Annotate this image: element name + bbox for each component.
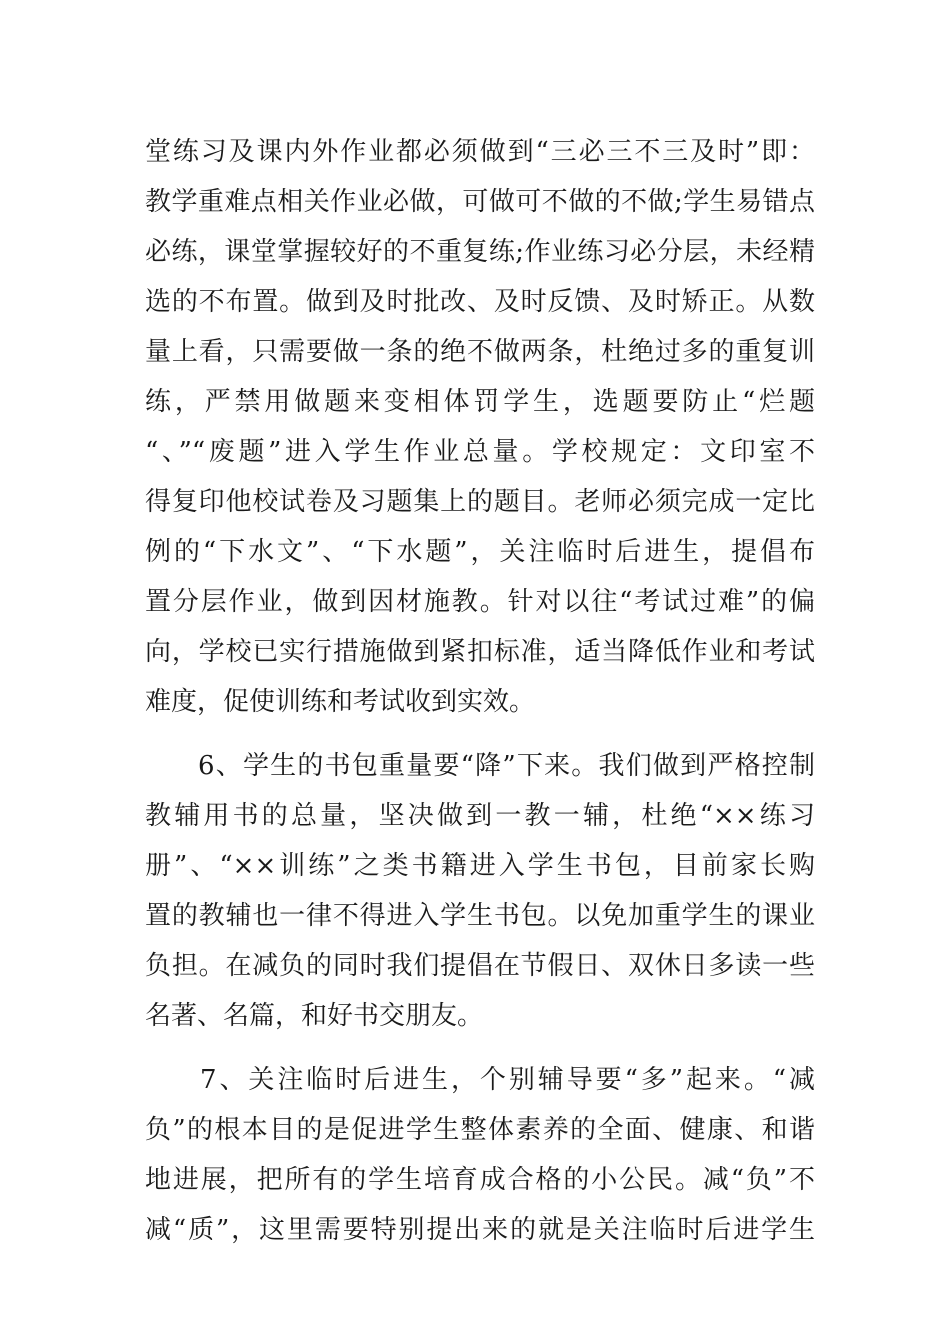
text-line: 选的不布置。做到及时批改、及时反馈、及时矫正。从数 xyxy=(145,287,815,317)
text-line: 堂练习及课内外作业都必须做到“三必三不三及时”即： xyxy=(145,137,815,167)
text-line: 向，学校已实行措施做到紧扣标准，适当降低作业和考试 xyxy=(145,637,815,667)
text-line: 教辅用书的总量，坚决做到一教一辅，杜绝“××练习 xyxy=(145,801,815,831)
text-line: 置的教辅也一律不得进入学生书包。以免加重学生的课业 xyxy=(145,901,815,931)
paragraph-7-first-line: 7、关注临时后进生，个别辅导要“多”起来。“减 xyxy=(200,1065,815,1095)
text-line: 地进展，把所有的学生培育成合格的小公民。减“负”不 xyxy=(145,1165,815,1195)
text-line: 册”、“××训练”之类书籍进入学生书包，目前家长购 xyxy=(145,851,815,881)
text-line: 减“质”，这里需要特别提出来的就是关注临时后进学生 xyxy=(145,1215,815,1245)
text-line: “、”“废题”进入学生作业总量。学校规定：文印室不 xyxy=(145,437,815,467)
text-line: 负”的根本目的是促进学生整体素养的全面、健康、和谐 xyxy=(145,1115,815,1145)
text-line: 名著、名篇，和好书交朋友。 xyxy=(145,1001,484,1031)
text-line: 难度，促使训练和考试收到实效。 xyxy=(145,687,536,717)
text-line: 教学重难点相关作业必做，可做可不做的不做;学生易错点 xyxy=(145,187,815,217)
text-line: 必练，课堂掌握较好的不重复练;作业练习必分层，未经精 xyxy=(145,237,815,267)
text-line: 置分层作业，做到因材施教。针对以往“考试过难”的偏 xyxy=(145,587,815,617)
text-line: 量上看，只需要做一条的绝不做两条，杜绝过多的重复训 xyxy=(145,337,815,367)
text-line: 得复印他校试卷及习题集上的题目。老师必须完成一定比 xyxy=(145,487,815,517)
text-line: 练，严禁用做题来变相体罚学生，选题要防止“烂题 xyxy=(145,387,815,417)
paragraph-6-first-line: 6、学生的书包重量要“降”下来。我们做到严格控制 xyxy=(198,751,815,781)
text-line: 负担。在减负的同时我们提倡在节假日、双休日多读一些 xyxy=(145,951,815,981)
text-line: 例的“下水文”、“下水题”，关注临时后进生，提倡布 xyxy=(145,537,815,567)
